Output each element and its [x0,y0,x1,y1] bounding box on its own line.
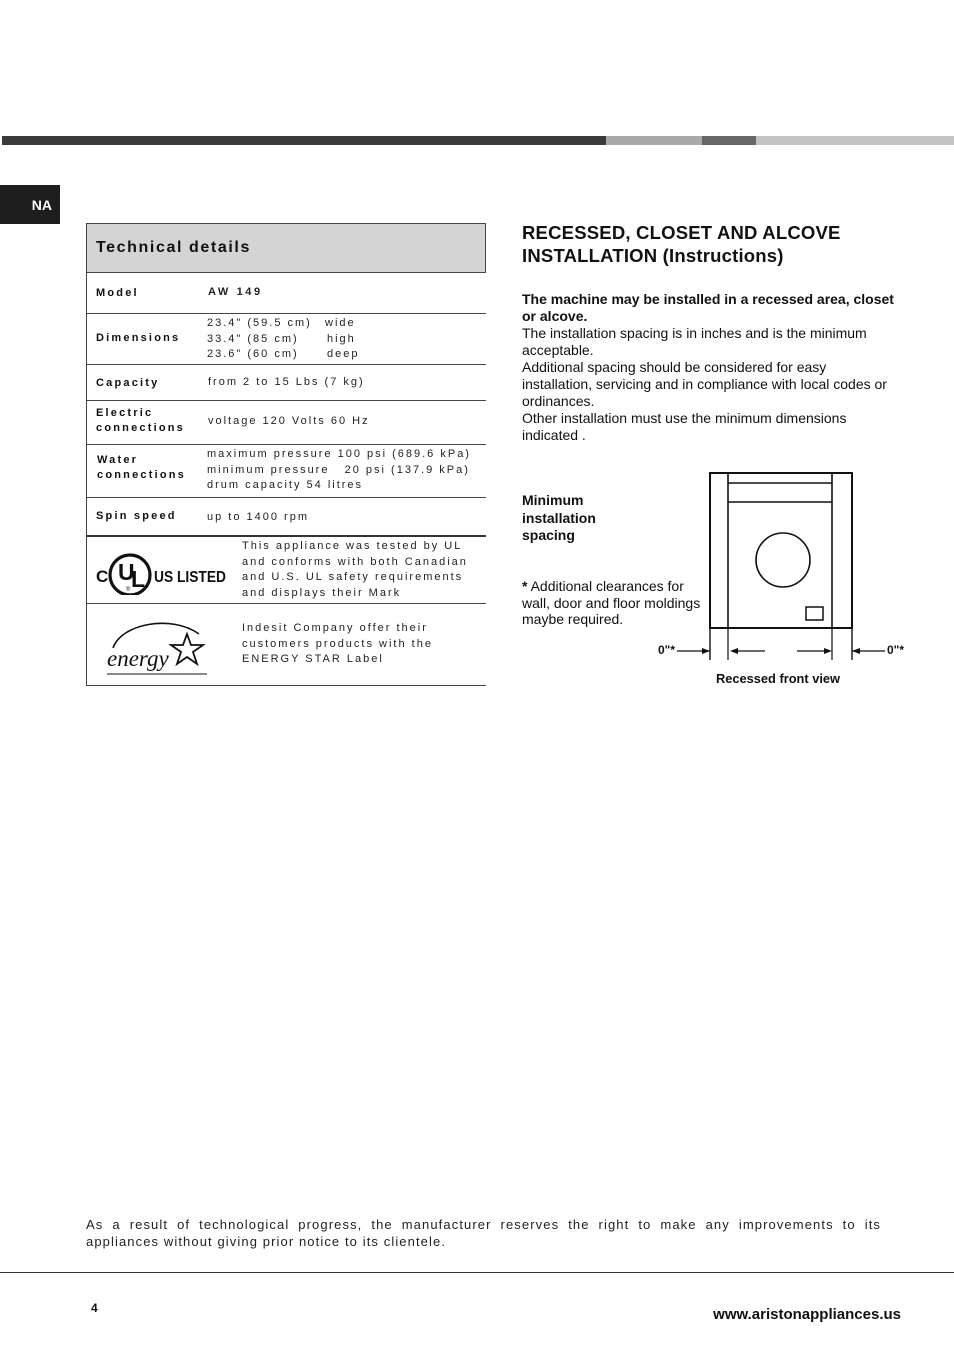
footer-website: www.aristonappliances.us [713,1306,901,1323]
svg-text:®: ® [126,587,131,593]
header-bar-segment [606,136,702,145]
region-tab [0,185,60,224]
row-value: from 2 to 15 Lbs (7 kg) [208,376,365,388]
diagram-caption: Recessed front view [716,671,841,686]
installation-title: RECESSED, CLOSET AND ALCOVE INSTALLATION (Instructions) [522,222,841,266]
row-label: Model [96,287,139,299]
region-tab-label: NA [31,196,52,213]
table-row-electric [87,401,486,445]
energy-note: Indesit Company offer their customers products with the ENERGY STAR Label [242,622,433,665]
row-value: up to 1400 rpm [207,511,309,523]
footer-divider [0,1272,954,1273]
header-bar-segment [2,136,606,145]
svg-text:energy: energy [107,646,169,671]
svg-text:U: U [118,559,135,585]
svg-text:US LISTED: US LISTED [154,569,226,586]
row-value: AW 149 [208,286,263,298]
left-clearance-label: 0"* [658,643,676,657]
ul-listed-logo [96,547,228,595]
installation-instructions: The machine may be installed in a recessed area, closet or alcove. The installation spacing is in inches and is the minimum acceptable. Additional spacing should be considered for easy installation, servicing and in compliance with local codes or ordinances. Other installation must use the minimum dimensions indicated . [522,291,894,443]
recessed-front-view-diagram [655,470,915,692]
footer-disclaimer: As a result of technological progress, the manufacturer reserves the right to make any improvements to its appliances without giving prior notice to its clientele. [86,1217,881,1249]
table-row-water [87,445,486,498]
ul-note: This appliance was tested by UL and conforms with both Canadian and U.S. UL safety requirements and displays their Mark [242,540,468,599]
header-bar-segment [756,136,954,145]
row-label: Capacity [96,377,160,389]
row-label: Spin speed [96,510,177,522]
technical-details-table [86,223,486,686]
row-label: Water connections [97,454,186,481]
table-row-ul [87,537,486,604]
technical-details-header [87,223,486,273]
row-label: Dimensions [96,332,181,344]
svg-text:C: C [96,567,109,586]
row-value: maximum pressure 100 psi (689.6 kPa) minimum pressure 20 psi (137.9 kPa) drum capacity 54 litres [207,448,471,491]
table-row-dimensions [87,314,486,365]
table-row-capacity [87,365,486,401]
clearance-note: * Additional clearances for wall, door and floor moldings maybe required. [522,578,701,627]
table-row-spin-speed [87,498,486,537]
right-clearance-label: 0"* [887,643,905,657]
table-row-energy-star [87,604,486,685]
page-number: 4 [91,1301,98,1315]
technical-details-title: Technical details [96,239,251,256]
row-value: voltage 120 Volts 60 Hz [208,415,370,427]
row-label: Electric connections [96,407,185,434]
svg-text:L: L [131,566,146,592]
header-color-bar [2,136,954,145]
header-bar-segment [702,136,756,145]
minimum-spacing-label: Minimum installation spacing [522,492,596,543]
energy-star-logo [101,614,211,678]
table-row-model [87,273,486,314]
row-value: 23.4" (59.5 cm) wide 33.4" (85 cm) high 23.6" (60 cm) deep [207,317,360,360]
